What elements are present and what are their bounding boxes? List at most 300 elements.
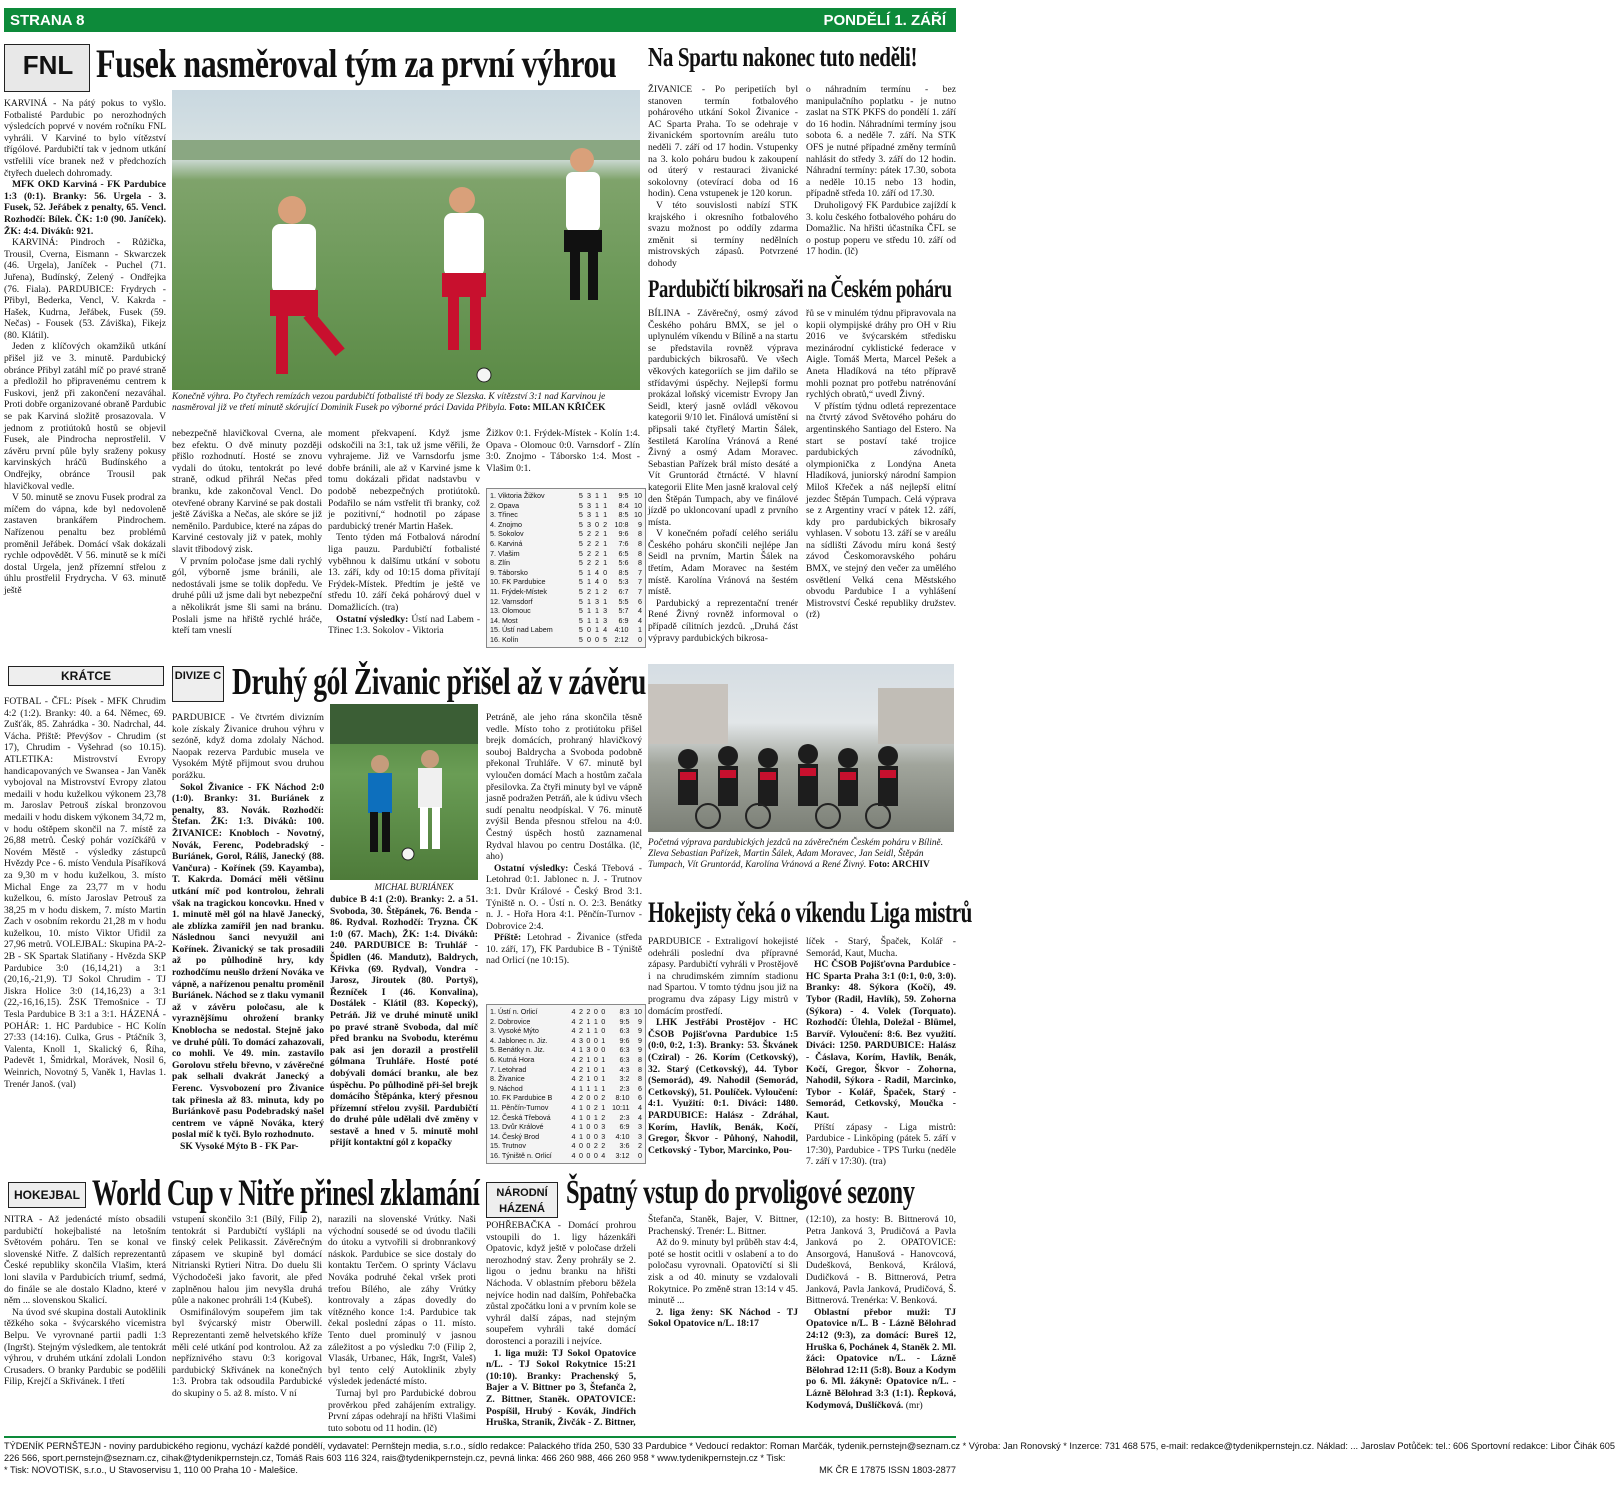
- divize-table-cell: 3:2: [619, 1074, 630, 1084]
- divize-table-cell: 3: [601, 1131, 606, 1141]
- fnl-table-team: 14. Most: [490, 615, 518, 625]
- divize-table-row: [489, 1122, 643, 1132]
- divize-players-illustration: [330, 704, 478, 880]
- fnl-table-row: [489, 529, 643, 539]
- fnl-table-cell: 5: [578, 491, 583, 500]
- fnl-table-cell: 1: [595, 586, 600, 596]
- fnl-table-row: [489, 635, 643, 645]
- fnl-table-cell: 1: [586, 577, 591, 587]
- fnl-table-cell: 3: [595, 596, 600, 606]
- fnl-table-cell: 1: [595, 510, 600, 520]
- fnl-table-cell: 2:12: [614, 634, 629, 644]
- fnl-table-cell: 3: [586, 510, 591, 520]
- divize-col1: PARDUBICE - Ve čtvrtém divizním kole získaly Živanice druhou výhru v sezóně, když doma zdolaly Náchod. Naopak rezerva Pardubic musela ve Vysokém Mýtě přijmout svou druhou porážku. Sokol Živanice - FK Náchod 2:0 (1:0). Branky: 31. Buriánek z penalty, 83. Novák. Rozhodčí: Štefan. ŽK: 1:3. Diváků: 100. ŽIVANICE: Knobloch - Novotný, Novák, Ferenc, Podebradský - Buriánek, Gorol, Ráliš, Janecký (88. Vančura) - Kořínek (59. Kayamba), T. Kakrda. Domácí měli většinu utkání míč pod kontrolou, žehrali však na tragickou koncovku. Hned v 1. minutě měl gól na hlavě Janecký, ale zblízka zamířil jen nad branku. Následnou šanci nevyužil ani Kořínek. Živanický se tak prosadili až po půlhodině hry, kdy rozhodčímu neušlo držení Novákа ve vápně, a nařízenou penaltu proměnil Buriánek. Náchod se z tlaku vymanil až v závěru poločasu, ale k vyraznějšímu ohrožení branky Knoblocha se nedostal. Stejně jako ve druhé půli. To domácí zahazovali, co mohli. Ve 49. min. zastavilo Gorolovu střelu břevno, v závěrečné pak selhali dvakrát Janecký a Ferenc. Vysvobození pro Živanice tak přinesla až 83. minuta, kdy po Buriánkově pasu Podebradský našel centrem ve vápně Nováka, který poslal míč k tyči. Bylo rozhodnuto. SK Vysoké Mýto B - FK Par-: [172, 712, 324, 1152]
- fnl-table-cell: 6:7: [618, 586, 629, 596]
- sparta-col1: ŽIVANICE - Po peripetiích byl stanoven termín fotbalového pohárového utkání Sokol Živanice - AC Sparta Praha. To se odehraje v živanickém sportovním areálu tuto neděli 7. září od 17 hodin. Vstupenky na 3. kolo poháru budou k zakoupení od úterý v restauraci živanické sokolovny (otevírací doba od 16 hodin). Cena vstupenek je 120 korun. V této souvislosti nabízí STK krajského i okresního fotbalového svazu možnost po oddíly zdarma změnit si termíny nedělních mistrovských zápasů. Potvrzené dohody: [648, 84, 798, 269]
- divize-table-team: 3. Vysoké Mýto: [490, 1026, 539, 1036]
- fnl-table-cell: 10: [634, 491, 642, 500]
- divize-table-cell: 1: [601, 1035, 606, 1045]
- divize-table-cell: 4: [571, 1141, 576, 1151]
- fnl-table-cell: 5: [578, 625, 583, 635]
- divize-table-cell: 8: [638, 1054, 642, 1064]
- bmx-group-illustration: [648, 664, 954, 832]
- fnl-table-cell: 10:8: [614, 519, 629, 529]
- fnl-table-team: 12. Varnsdorf: [490, 596, 533, 606]
- divize-table-cell: 0: [586, 1122, 591, 1132]
- divize-table-cell: 3: [586, 1045, 591, 1055]
- fnl-table-row: [489, 606, 643, 616]
- divize-headline: Druhý gól Živanic přišel až v závěru: [232, 661, 646, 703]
- hazena-col1: POHŘEBAČKA - Domácí prohrou vstoupili do 1. ligy házenkáři Opatovic, když ještě v poločase drželi nerozhodný stav. Ženy prohrály se 2. ligou o jednu branku na hřišti Náchoda. V oblastním přeboru běžela nejvíce hodin nad dalším, Pohřebačka zůstal zpočátku loni a v prvním kole se vyhrál další zápas, nad stejným soupeřem vyhráli také domácí dorostenci a porazili i nejvíce. 1. liga muži: TJ Sokol Opatovice n/L. - TJ Sokol Rokytnice 15:21 (10:10). Branky: Prachenský 5, Bajer a V. Bittner po 3, Štefanča 2, Z. Bittner, Staněk. OPATOVICE: Pospíšil, Hrubý - Kovák, Jindřich Hruška, Stranik, Živčák - Z. Bittner,: [486, 1220, 636, 1429]
- hokejbal-headline: World Cup v Nitře přinesl zklamání: [92, 1173, 480, 1214]
- divize-table-cell: 4: [571, 1054, 576, 1064]
- divize-table-team: 16. Týniště n. Orlicí: [490, 1150, 552, 1160]
- divize-table-cell: 6:3: [619, 1054, 630, 1064]
- fnl-table-cell: 1: [595, 491, 600, 500]
- divize-table-cell: 10: [634, 1007, 642, 1016]
- divize-col2: dubice B 4:1 (2:0). Branky: 2. a 51. Svoboda, 30. Štěpánek, 76. Benda - 86. Rydval. Rozhodčí: Tryzna. ČK 1:0 (67. Mach), ŽK: 1:4. Diváků: 240. PARDUBICE B: Truhlář - Špidlen (46. Mandutz), Baldrych, Křivka (69. Rydval), Vondra - Jarosz, Jiroutek (80. Portyš), Řezníček I (46. Konvalina), Dostálek - Klátil (83. Kopecký), Petráň. Již ve druhé minutě unikl po pravé straně Svoboda, dal míč před branku na Svobodu, kterému pak asi jen dorazil a prostřelil gólmana Truhláře. Hosté poté dobývali domácí branku, ale bez úspěchu. Po půlhodině při-šel brejk domácího Štěpánka, který přesnou přízemní střelou zvyšil. Pardubičtí do druhé půle udělali dvě změny v sestavě a hned v 5. minutě mohl přijít kontaktní gól z kopačky: [330, 894, 478, 1149]
- divize-table-cell: 8:10: [615, 1093, 630, 1103]
- divize-table-cell: 3:12: [615, 1150, 630, 1160]
- fnl-table-cell: 9:6: [618, 529, 629, 539]
- fnl-table-cell: 1: [586, 606, 591, 616]
- main-article-col4: Žižkov 0:1. Frýdek-Místek - Kolín 1:4. Opava - Olomouc 0:0. Varnsdorf - Zlín 3:0. Znojmo - Táborsko 1:4. Most - Vlašim 0:1.: [486, 428, 640, 474]
- divize-table-team: 15. Trutnov: [490, 1141, 526, 1151]
- divize-table-cell: 4: [571, 1064, 576, 1074]
- fnl-table-cell: 3: [586, 491, 591, 500]
- divize-table-cell: 9:6: [619, 1035, 630, 1045]
- divize-table-team: 14. Český Brod: [490, 1131, 540, 1141]
- fnl-table-team: 11. Frýdek-Místek: [490, 586, 547, 596]
- footer-line1: TÝDENÍK PERNŠTEJN - noviny pardubického regionu, vychází každé pondělí, vydavatel: Pernštejn media, s.r.o., sídlo redakce: Palackého třída 250, 530 33 Pardubice * Vedoucí redaktor: Roman Marčák, tydenik.pernstejn@seznam.cz * Výroba: Jan Ronovský * Inzerce: 731 468 575, e-mail: redakce@tydenikpernstejn.cz. Náklad: ... Jaroslav Potůček: tel.: 606 Sportovní redakce: Libor Čihák 605: [4, 1441, 1615, 1451]
- fnl-table-cell: 0: [603, 567, 608, 577]
- hazena-col2: Štefanča, Staněk, Bajer, V. Bittner, Prachenský. Trenér: L. Bittner. Až do 9. minuty byl průběh stav 4:4, poté se hostit ocitli v oslabení a to do poločasu vyrovnali. Opatovičtí si šli zisk a od 40. minuty se vzdalovali Rokytnice. Po změně stran 13:14 v 45. minutě ... 2. liga ženy: SK Náchod - TJ Sokol Opatovice n/L. 18:17: [648, 1214, 798, 1330]
- fnl-table-cell: 1: [603, 548, 608, 558]
- divize-table-row: [489, 1113, 643, 1123]
- divize-table-cell: 1: [586, 1074, 591, 1084]
- divize-table-team: 4. Jablonec n. Jiz.: [490, 1035, 548, 1045]
- fnl-table-cell: 5: [578, 615, 583, 625]
- divize-table-row: [489, 1055, 643, 1065]
- fnl-table: [486, 488, 646, 648]
- divize-table-row: [489, 1084, 643, 1094]
- divize-table-cell: 1: [586, 1054, 591, 1064]
- divize-table-cell: 0: [593, 1122, 598, 1132]
- fnl-table-cell: 2: [586, 586, 591, 596]
- fnl-table-team: 6. Karviná: [490, 538, 523, 548]
- fnl-table-cell: 10: [634, 510, 642, 520]
- fnl-table-cell: 5: [578, 548, 583, 558]
- divize-table-cell: 4: [638, 1102, 642, 1112]
- divize-table-team: 10. FK Pardubice B: [490, 1093, 553, 1103]
- fnl-table-cell: 10: [634, 500, 642, 510]
- fnl-table-cell: 5: [578, 558, 583, 568]
- divize-table-cell: 9:5: [619, 1016, 630, 1026]
- divize-table-cell: 2: [578, 1054, 583, 1064]
- divize-table-cell: 1: [601, 1074, 606, 1084]
- fnl-table-cell: 3: [586, 500, 591, 510]
- divize-table-cell: 4: [571, 1131, 576, 1141]
- fnl-table-cell: 8: [638, 538, 642, 548]
- divize-table-row: [489, 1007, 643, 1017]
- fnl-table-cell: 8:5: [618, 567, 629, 577]
- divize-table-cell: 3: [638, 1122, 642, 1132]
- footer-imprint: [4, 1440, 1615, 1488]
- hazena-label: NÁRODNÍ HÁZENÁ: [486, 1182, 558, 1218]
- divize-table-cell: 4: [571, 1016, 576, 1026]
- divize-table-cell: 2:3: [619, 1112, 630, 1122]
- fnl-table-cell: 5: [578, 596, 583, 606]
- divize-table-cell: 9: [638, 1035, 642, 1045]
- fnl-table-cell: 2: [595, 548, 600, 558]
- divize-table-cell: 4: [601, 1150, 606, 1160]
- fnl-table-cell: 5: [578, 538, 583, 548]
- divize-table-cell: 0: [593, 1150, 598, 1160]
- fnl-table-cell: 7:6: [618, 538, 629, 548]
- divize-table-cell: 2: [578, 1016, 583, 1026]
- divize-table-cell: 1: [593, 1112, 598, 1122]
- fnl-table-cell: 0: [595, 519, 600, 529]
- divize-table-team: 11. Pěnčín-Turnov: [490, 1102, 549, 1112]
- divize-table-row: [489, 1065, 643, 1075]
- divize-table-cell: 4: [638, 1112, 642, 1122]
- hazena-col3: (12:10), za hosty: B. Bittnerová 10, Petra Janková 3, Prudičová a Pavla Janková po 2. OPATOVICE: Ansorgová, Hanušová - Hanovcová, Dudešková, Benková, Králová, Dudičková - B. Bittnerová, Petra Janková, Pavla Janková, Prudičová, Š. Bittnerová. Trenérka: V. Benková. Oblastní přebor muži: TJ Opatovice n/L. B - Lázně Bělohrad 24:12 (9:3), za domácí: Bureš 12, Hruška 6, Pochánek 4, Staněk 2. Ml. žáci: Opatovice n/L. - Lázně Bělohrad 12:11 (5:8). Bouz a Kodym po 6. Ml. žákyně: Opatovice n/L. - Lázně Bělohrad 3:3 (1:1). Řepková, Kodymová, Dušlíčková. (mr): [806, 1214, 956, 1411]
- fnl-table-row: [489, 520, 643, 530]
- fnl-table-cell: 1: [586, 615, 591, 625]
- divize-table-cell: 9: [638, 1045, 642, 1055]
- divize-table-cell: 0: [593, 1064, 598, 1074]
- divize-table-row: [489, 1045, 643, 1055]
- fnl-table-cell: 0: [595, 634, 600, 644]
- divize-table-cell: 6: [638, 1083, 642, 1093]
- fnl-table-cell: 2: [586, 548, 591, 558]
- divize-table-team: 8. Živanice: [490, 1074, 525, 1084]
- fnl-table-cell: 8: [638, 558, 642, 568]
- divize-table-cell: 0: [593, 1074, 598, 1084]
- hokejbal-col1: NITRA - Až jedenácté místo obsadili pardubičtí hokejbalisté na letošním Světovém poháru. Ten se konal ve slovenské Nitře. Z dalších reprezentantů České republiky skončila Vlašim, která loni slavila v Pardubicích triumf, sedmá, do finále se ale dostalo Kladno, které v něm ... slovenskou Skalicí. Na úvod své skupina dostali Autoklinik těžkého soka - švýcarského vicemistra Belpu. Ve vyrovnané partii padli 1:3 (Ingršt). Stejným výsledkem, ale tentokrát výhrou, v druhém utkání zdolali London Crusaders. O branky Pardubic se podělili Filip, Krejčí a Skřivánek. I třetí: [4, 1214, 166, 1388]
- fnl-table-cell: 8:5: [618, 510, 629, 520]
- fnl-table-cell: 1: [595, 615, 600, 625]
- divize-table-cell: 2: [593, 1141, 598, 1151]
- divize-table-cell: 4: [571, 1093, 576, 1103]
- divize-table-cell: 0: [638, 1150, 642, 1160]
- divize-table-cell: 1: [578, 1045, 583, 1055]
- divize-table-cell: 0: [578, 1141, 583, 1151]
- fnl-table-cell: 1: [638, 625, 642, 635]
- divize-table-cell: 1: [586, 1016, 591, 1026]
- divize-photo-credit: MICHAL BURIÁNEK: [374, 882, 454, 892]
- page-number: STRANA 8: [10, 12, 85, 29]
- divize-table-cell: 1: [578, 1102, 583, 1112]
- fnl-table-cell: 1: [603, 529, 608, 539]
- fnl-table-cell: 3: [603, 615, 608, 625]
- main-article-col1: KARVINÁ - Na pátý pokus to vyšlo. Fotbalisté Pardubic po nerozhodných výsledcích poprvé v novém ročníku FNL vyhráli. V Karviné to bylo vítězství třígólové. Pardubičtí tak v jednom utkání vstřelili více branek než v předchozích čtyřech duelech dohromady. MFK OKD Karviná - FK Pardubice 1:3 (0:1). Branky: 56. Urgela - 3. Fusek, 52. Jeřábek z penalty, 65. Vencl. Rozhodčí: Bílek. ČK: 1:0 (90. Janíček). ŽK: 4:4. Diváků: 921. KARVINÁ: Pindroch - Růžička, Trousil, Cverna, Eismann - Skwarczek (46. Urgela), Janíček - Puchel (71. Juřena), Budínský, Zelený - Ondřejka (76. Fiala). PARDUBICE: Frydrych - Přibyl, Bederka, Vencl, V. Kakrda - Hašek, Kudrna, Jeřábek, Fusek (59. Nečas) - Fousek (53. Záviška), Fikejz (80. Klátil). Jeden z klíčových okamžiků utkání přišel již ve 3. minutě. Pardubický obránce Přibyl zatáhl míč po pravé straně a předložil ho připravenému centrem k Fuskovi, jenž při zakončení nezaváhal. Proti dobře organizované obraně Pardubic se pak Karviná složitě prosazovala. V jednom z protiútoků hostů se objevil Fusek, ale Pindrocha neprostřelil. V závěru první půle byly sraženy pokusy karvinských hráčů Budínského a Ondřejky, obránce Trousil pak hlavičkoval vedle. V 50. minutě se znovu Fusek prodral za míčem do vápna, kde byl nedovoleně zastaven brankářem Pindrochem. Nařízenou penaltu bez problémů proměnil Jeřábek. Domácí však dokázali rychle odpovědět. V 56. minutě se k míči dostal Urgela, jenž přízemní střelou z úhlu prostřelil Frydrycha. V 63. minutě ještě: [4, 98, 166, 596]
- divize-table-cell: 0: [578, 1150, 583, 1160]
- fnl-table-team: 3. Třinec: [490, 510, 518, 520]
- divize-table-team: 1. Ústí n. Orlicí: [490, 1007, 538, 1016]
- divize-table-row: [489, 1093, 643, 1103]
- fnl-table-cell: 1: [595, 606, 600, 616]
- divize-table-cell: 9: [638, 1026, 642, 1036]
- divize-table-cell: 8: [638, 1064, 642, 1074]
- fnl-table-row: [489, 577, 643, 587]
- fnl-table-cell: 1: [603, 538, 608, 548]
- divize-col3: Petráně, ale jeho rána skončila těsně vedle. Místo toho z protiútoku přišel brejk domácích, prohraný hlavičkový souboj Baldrycha a Svoboda podobně překonal Truhláře. V 67. minutě byl vyloučen domácí Mach a hostům začala přesilovka. Za čtyři minuty byl ve vápně jasně podražen Petráň, ale k údivu všech sudí penaltu neodpískal. V 76. minutě zvýšil Benda přesnou střelou na 4:0. Čestný úspěch hostů zaznamenal Rydval hlavou po centru Dostálka. (lč, aho) Ostatní výsledky: Česká Třebová - Letohrad 0:1. Jablonec n. J. - Trutnov 3:1. Dvůr Králové - Český Brod 3:1. Týniště n. O. - Ústí n. O. 2:3. Benátky n. J. - Hořa Hora 4:1. Pěnčín-Turnov - Dobrovice 2:4. Příště: Letohrad - Živanice (středa 10. září, 17), FK Pardubice B - Týniště nad Orlicí (ne 10:15).: [486, 712, 642, 967]
- divize-table-cell: 2: [578, 1093, 583, 1103]
- divize-table-cell: 2: [601, 1141, 606, 1151]
- divize-table-cell: 3: [601, 1122, 606, 1132]
- fnl-table-row: [489, 616, 643, 626]
- main-article-col3: moment překvapení. Když jsme odskočili na 3:1, tak už jsme věřili, že vyhrajeme. Již ve Varnsdorfu jsme dobře bránili, ale až v Karviné jsme k tomu dokázali přidat nadstavbu v podobě nebezpečných protiútoků. Podařilo se nám vstřelit tři branky, což je pozitivní,“ hodnotil po zápase pardubický trenér Martin Hašek. Tento týden má Fotbalová národní liga pauzu. Pardubičtí fotbalisté vyběhnou k dalšímu utkání v sobotu 13. září, kdy od 10:15 doma přivítají Frýdek-Místek. Předtím je ještě ve středu 10. září čeká pohárový duel v Domažlicích. (tra) Ostatní výsledky: Ústí nad Labem - Třinec 1:3. Sokolov - Viktoria: [328, 428, 481, 637]
- divize-table-cell: 2: [578, 1064, 583, 1074]
- fnl-table-cell: 8:4: [618, 500, 629, 510]
- fnl-table-cell: 5: [578, 510, 583, 520]
- divize-table-cell: 4: [571, 1122, 576, 1132]
- fnl-table-cell: 2: [595, 558, 600, 568]
- divize-table-team: 6. Kutná Hora: [490, 1054, 535, 1064]
- fnl-table-row: [489, 587, 643, 597]
- fnl-table-cell: 1: [603, 558, 608, 568]
- fnl-table-team: 10. FK Pardubice: [490, 577, 546, 587]
- bikros-col2: řů se v minulém týdnu připravovala na kopii olympijské dráhy pro OH v Riu 2016 ve švýcarském středisku mezinárodní cyklistické federace v Aigle. Tomáš Merta, Marcel Pešek a Aneta Hladíková na této přípravě mohli poznat pro potřebu natrénování rychlých obratů,“ uvedl Živný. V přístím týdnu odletá reprezentace na čtvrtý závod Světového poháru do argentinského Santiago del Estero. Na start se postaví také trojice pardubických závodníků, olympionička z Londýna Aneta Hladíková, juniorský národní šampion Miloš Křeček a náš nejlepší elitní jezdec Štěpán Tumpach. Celá výprava se z Argentiny vrací v pátek 12. září, kdy pro pardubických bikrosařy vyhlasen. V sobotu 13. září se v areálu na sídlišti Závodu míru koná šestý závod Českomoravského poháru BMX, ve stejný den večer za umělého osvětlení Velká cena Městského obvodu Pardubice I a vyhlášení Mistrovství České republiky družstev. (rž): [806, 308, 956, 621]
- hokejbal-col3: narazili na slovenské Vrútky. Naši východní sousedé se od úvodu tlačili do útoku a vytvořili si drobnrankový náskok. Pardubice se sice dostaly do kontaktu Terčem. O sprinty Václavu Nováka podruhé čekal vršek proti trefou Bílého, ale záhy Vrútky kontrovaly a zápas dovedly do vítězného konce 1:4. Pardubice tak čekal poslední zápas o 11. místo. Tento duel prominulý v jasnou záležitost a po výsledku 7:0 (Filip 2, Vlasák, Urbanec, Hák, Ingršt, Valeš) byl tento celý Autoklinik zbyly výsledek jedenácté místo. Turnaj byl pro Pardubické dobrou prověrkou před zahájením extraligy. První zápas odehrají na hřišti Vlašimi tuto sobotu od 11 hodin. (lč): [328, 1214, 476, 1434]
- bikros-col1: BÍLINA - Závěrečný, osmý závod Českého poháru BMX, se jel o uplynulém víkendu v Bílině a na startu se představila rovněž výprava pardubických bikrosařů. Ve všech věkových kategoriích se jim dařilo se střídavými úspěchy. Nejlepší formu prokázal loňský vicemistr Evropy Jan Seidl, který jasně ovládl věkovou kategorii 9/10 let. Finálová umístění si připsali také čtyřletý Martin Šálek, šestiletá Karolína Vránová a René Živný a osmý Adam Moravec. Sebastian Pařízek brál místo desáté a Vít Gruntorád čtrnácté. V hlavní kategorii Elite Men jasně kraloval celý den Štěpán Tumpach, aby ve finálové jízdě po ukloncovaní upadl z prvního místa. V konečném pořadí celého seriálu Českého poháru skončili nejlépe Jan Seidl na prvním, Martin Šálek na třetím, Adam Moravec na šestém místě. Karolína Vránová na šestém místě. Pardubický a reprezentační trenér René Živný rovněž informoval o případě cílitních jezdců. „Druhá část výpravy pardubických bikrosa-: [648, 308, 798, 644]
- fnl-table-cell: 7: [638, 586, 642, 596]
- divize-table-cell: 4:3: [619, 1064, 630, 1074]
- fnl-table-cell: 2: [586, 558, 591, 568]
- divize-table-cell: 0: [601, 1016, 606, 1026]
- fnl-table-cell: 3: [586, 519, 591, 529]
- main-photo-caption: Konečně výhra. Po čtyřech remízách vezou pardubičtí fotbalisté tři body ze Slezska. K vítězství 3:1 nad Karvinou je nasměroval již ve třetí minutě skórující Dominik Fusek po výborné práci Davida Přibyla. Foto: MILAN KŘIČEK: [172, 392, 606, 413]
- fnl-table-team: 7. Vlašim: [490, 548, 520, 558]
- fnl-table-cell: 2: [586, 529, 591, 539]
- fnl-table-team: 1. Viktoria Žižkov: [490, 491, 545, 500]
- fnl-table-row: [489, 597, 643, 607]
- fnl-table-cell: 0: [603, 577, 608, 587]
- divize-table-cell: 1: [578, 1083, 583, 1093]
- divize-table-row: [489, 1141, 643, 1151]
- divize-table-cell: 0: [593, 1007, 598, 1016]
- main-headline: Fusek nasměroval tým za první výhrou: [96, 41, 617, 86]
- hazena-headline: Špatný vstup do prvoligové sezony: [566, 1174, 915, 1211]
- divize-table-row: [489, 1036, 643, 1046]
- divize-table-row: [489, 1074, 643, 1084]
- footer-line2: 226 566, sport.pernstejn@seznam.cz, cihak@tydenikpernstejn.cz, Tomáš Rais 603 116 324, rais@tydenikpernstejn.cz, pevná linka: 466 260 988, 466 260 958 * www.tydenikpernstejn.cz * Tisk:: [4, 1453, 786, 1463]
- bikros-photo: [648, 664, 954, 832]
- fnl-table-row: [489, 549, 643, 559]
- divize-table-cell: 4: [571, 1112, 576, 1122]
- fnl-table-team: 13. Olomouc: [490, 606, 531, 616]
- divize-table-cell: 3:6: [619, 1141, 630, 1151]
- divize-table-cell: 2: [578, 1026, 583, 1036]
- divize-table-cell: 6:3: [619, 1045, 630, 1055]
- players-illustration: [172, 90, 640, 390]
- divize-table-team: 12. Česká Třebová: [490, 1112, 551, 1122]
- fnl-table-team: 4. Znojmo: [490, 519, 522, 529]
- fnl-table-cell: 2: [603, 586, 608, 596]
- divize-table-cell: 0: [586, 1150, 591, 1160]
- fnl-table-cell: 7: [638, 567, 642, 577]
- footer-registration: MK ČR E 17875 ISSN 1803-2877: [819, 1465, 956, 1475]
- divize-table-row: [489, 1103, 643, 1113]
- divize-table-cell: 1: [586, 1083, 591, 1093]
- fnl-table-cell: 0: [638, 634, 642, 644]
- fnl-table-cell: 6: [638, 596, 642, 606]
- fnl-table-cell: 1: [603, 500, 608, 510]
- divize-table-cell: 0: [586, 1141, 591, 1151]
- fnl-table-cell: 5:6: [618, 558, 629, 568]
- fnl-table-cell: 1: [595, 625, 600, 635]
- fnl-table-row: [489, 568, 643, 578]
- divize-table-cell: 4: [571, 1083, 576, 1093]
- divize-table-cell: 1: [578, 1131, 583, 1141]
- divize-table-cell: 8:3: [619, 1007, 630, 1016]
- divize-table-cell: 1: [578, 1112, 583, 1122]
- fnl-table-cell: 5:5: [618, 596, 629, 606]
- fnl-table-cell: 9: [638, 519, 642, 529]
- fnl-table-cell: 0: [586, 634, 591, 644]
- fnl-table-cell: 5: [578, 577, 583, 587]
- divize-table-cell: 0: [586, 1112, 591, 1122]
- divize-table-cell: 2: [578, 1074, 583, 1084]
- divize-table-cell: 4: [571, 1007, 576, 1016]
- fnl-table-cell: 2: [595, 529, 600, 539]
- divize-table-cell: 6: [638, 1093, 642, 1103]
- divize-table-cell: 0: [586, 1035, 591, 1045]
- fnl-table-cell: 2: [603, 519, 608, 529]
- fnl-table-cell: 5: [578, 567, 583, 577]
- fnl-table-row: [489, 539, 643, 549]
- divize-table-row: [489, 1026, 643, 1036]
- divize-table-cell: 2: [586, 1007, 591, 1016]
- main-article-col2: nebezpečně hlavičkoval Cverna, ale bez efektu. O dvě minuty později přišlo rozhodnutí. Hosté se znovu vydali do útoku, tentokrát po levé straně, odkud přihrál Nečas před branku, kde zakončoval Vencl. Do otevřené obrany Karviné se pak dostali ještě Záviška a Nečas, ale skóre se již neměnilo. Pardubice, které na zápas do Karviné cestovaly již v patek, mohly slavit třibodový zisk. V prvním poločase jsme dali rychlý gól, výborně jsme bránili, ale nedostávali jsme se tolik dopředu. Ve druhé půli už jsme dali byt nebezpeční a několikrát jsme šli sami na bránu. Poslali jsme na hřiště rychlé hráče, kteří tam vneslí: [172, 428, 322, 637]
- divize-table-cell: 1: [586, 1064, 591, 1074]
- fnl-table-cell: 5:3: [618, 577, 629, 587]
- fnl-table-cell: 3: [603, 606, 608, 616]
- divize-table-cell: 0: [601, 1045, 606, 1055]
- divize-table-cell: 1: [601, 1102, 606, 1112]
- fnl-table-row: [489, 625, 643, 635]
- hokej-col1: PARDUBICE - Extraligoví hokejisté odehráli poslední dva přípravné zápasy. Pardubičtí vyhráli v Prostějově i na chrudimském zimním stadionu nad Spartou. V tomto týdnu jsou již na programu dva zápasy Ligy mistrů v domácím prostředí. LHK Jestřábi Prostějov - HC ČSOB Pojišťovna Pardubice 1:5 (0:0, 0:2, 1:3). Branky: 53. Škvánek (Cziral) - 26. Korím (Cetkovský), 32. Starý (Cetkovský), 44. Tybor (Semorád), 49. Nahodil (Semorád, Cetkovský), 51. Poulíček. Vyloučení: 4:1. Využití: 0:1. Diváci: 1480. PARDUBICE: Halász - Zdráhal, Korím, Havlík, Benák, Kočí, Gregor, Škvor - Půhoný, Nahodil, Cetkovský - Tybor, Marcinko, Pou-: [648, 936, 798, 1156]
- fnl-table-cell: 9:5: [618, 491, 629, 500]
- fnl-table-cell: 4: [638, 615, 642, 625]
- fnl-table-team: 5. Sokolov: [490, 529, 524, 539]
- hokej-headline: Hokejisty čeká o víkendu Liga mistrů: [648, 896, 973, 929]
- fnl-table-cell: 4: [603, 625, 608, 635]
- fnl-table-cell: 5: [578, 519, 583, 529]
- fnl-table-cell: 6:5: [618, 548, 629, 558]
- divize-table-cell: 0: [586, 1102, 591, 1112]
- fnl-table-cell: 8: [638, 529, 642, 539]
- player-3: [564, 148, 602, 300]
- divize-table-cell: 0: [593, 1131, 598, 1141]
- divize-table-cell: 1: [593, 1016, 598, 1026]
- divize-table-cell: 8: [638, 1074, 642, 1084]
- fnl-table-cell: 2: [595, 538, 600, 548]
- fnl-table-cell: 5: [603, 634, 608, 644]
- fnl-table-cell: 4:10: [614, 625, 629, 635]
- footer-line3: * Tisk: NOVOTISK, s.r.o., U Stavoservisu 1, 110 00 Praha 10 - Malešice.: [4, 1465, 298, 1475]
- divize-table-cell: 0: [601, 1026, 606, 1036]
- divize-table-cell: 0: [593, 1054, 598, 1064]
- fnl-table-cell: 5: [578, 500, 583, 510]
- fnl-table-cell: 1: [595, 500, 600, 510]
- divize-table-team: 5. Benátky n. Jiz.: [490, 1045, 545, 1055]
- divize-table-cell: 4: [571, 1102, 576, 1112]
- divize-table-cell: 1: [578, 1122, 583, 1132]
- divize-table-cell: 3: [578, 1035, 583, 1045]
- divize-table-team: 13. Dvůr Králové: [490, 1122, 544, 1132]
- fnl-table-cell: 5: [578, 586, 583, 596]
- fnl-table-cell: 8: [638, 548, 642, 558]
- divize-label: DIVIZE C: [172, 666, 224, 702]
- player-1: [270, 196, 345, 374]
- fnl-table-team: 16. Kolín: [490, 634, 519, 644]
- fnl-table-cell: 6:9: [618, 615, 629, 625]
- fnl-table-row: [489, 501, 643, 511]
- divize-table-cell: 4: [571, 1035, 576, 1045]
- divize-table-cell: 3: [638, 1131, 642, 1141]
- divize-table-cell: 1: [593, 1026, 598, 1036]
- divize-table-row: [489, 1017, 643, 1027]
- divize-table-cell: 4: [571, 1150, 576, 1160]
- divize-table-team: 7. Letohrad: [490, 1064, 527, 1074]
- divize-table-cell: 4: [571, 1045, 576, 1055]
- fnl-table-cell: 5: [578, 529, 583, 539]
- issue-date: PONDĚLÍ 1. ZÁŘÍ: [823, 12, 946, 29]
- hokej-col2: líček - Starý, Špaček, Kolář - Semorád, Kaut, Mucha. HC ČSOB Pojišťovna Pardubice - HC Sparta Praha 3:1 (0:1, 0:0, 3:0). Branky: 48. Sýkora (Kočí), 49. Tybor (Radil, Havlík), 59. Zohorna (Sýkora) - 4. Volek (Torquato). Rozhodčí: Úlehla, Doležal - Blümel, Barvíř. Vyloučení: 8:6. Bez využití. Diváci: 1250. PARDUBICE: Halász - Čáslava, Korím, Havlík, Benák, Kočí, Gregor, Škvor - Zohorna, Nahodil, Sýkora - Radil, Marcinko, Tybor - Kolář, Špaček, Starý - Semorád, Cetkovský, Moučka - Kaut. Příští zápasy - Liga mistrů: Pardubice - Linköping (pátek 5. září v 17:30), Pardubice - TPS Turku (neděle 7. září v 17:30). (tra): [806, 936, 956, 1168]
- fnl-table-team: 2. Opava: [490, 500, 520, 510]
- fnl-table-team: 15. Ústí nad Labem: [490, 625, 553, 635]
- section-label-text: FNL: [22, 50, 74, 80]
- divize-table-cell: 0: [593, 1093, 598, 1103]
- divize-photo: [330, 704, 478, 880]
- divize-table-cell: 4: [571, 1026, 576, 1036]
- fnl-table-row: [489, 558, 643, 568]
- sparta-col2: o náhradním termínu - bez manipulačního poplatku - je nutno zaslat na STK PKFS do pondělí 1. září do 16 hodin. Náhradními termíny jsou sobota 6. a neděle 7. září. Na STK OFS je nutné případné změny termínů nahlásit do středy 3. září do 12 hodin. Náhradní termíny: pátek 17.30, sobota a neděle 10.15 nebo 13 hodin, případně středa 10. září od 17.30. Druholigový FK Pardubice zajíždí k 3. kolu českého fotbalového poháru do Domažlic. Na hřišti účastníka ČFL se o postup poperu ve středu 10. září od 17 hodin. (lč): [806, 84, 956, 258]
- fnl-table-cell: 5:7: [618, 606, 629, 616]
- sparta-headline: Na Spartu nakonec tuto neděli!: [648, 42, 918, 72]
- fnl-table-team: 8. Zlín: [490, 558, 510, 568]
- divize-table-cell: 1: [601, 1054, 606, 1064]
- divize-table-cell: 0: [593, 1035, 598, 1045]
- fnl-table-cell: 1: [603, 596, 608, 606]
- fnl-table-row: [489, 491, 643, 501]
- divize-table-cell: 2: [601, 1112, 606, 1122]
- kratce-label: KRÁTCE: [8, 666, 164, 686]
- kratce-col: FOTBAL - ČFL: Písek - MFK Chrudim 4:2 (1:2). Branky: 40. a 64. Němec, 69. Zušťák, 85. Zahrádka - 30. Nadrchal, 44. Vácha. Přiště: Převýšov - Chrudim (st 17), Chrudim - Vyšehrad (so 10.15). ATLETIKA: Mistrovství Evropy handicapovaných ve Swansea - Jan Vaněk vybojoval na Mistrovství Evropy zlatou medaili v hodu kuželkou výkonem 23,78 m. Jaroslav Petrouš získal bronzovou medaili v hodu diskem výkonem 34,72 m, v hodu oštěpem skončil na 7. místě za 26,88 metrů. Český pohár vozíčkářů v Novém Městě - výsledky zástupců Hvězdy Pce - 6. místo Vendula Písaříková za 9,30 m v hodu kuželkou, 3. místo Michal Enge za 23,77 m v hodu kuželkou, 6. místo Jaroslav Petrouš za 38,25 m v hodu diskem, 7. místo Martin Zach v osobním rekordu 21,28 m v hodu kuželkou, 10. místo Viktor Ufidil za 27,96 metrů. VOLEJBAL: Skupina PA-2-2B - SK Spartak Slatiňany - Hvězda SKP Pardubice 3:0 (16,14,21) a 3:1 (20,16,-21,9). TJ Sokol Chrudim - TJ Jiskra Holice 3:0 (14,16,23) a 3:1 (22,-16,16,15). ŽSK Třemošnice - TJ Tesla Pardubice B 3:1 a 3:1. HÁZENÁ - POHÁR: 1. HC Pardubice - HC Kolín 27:33 (14:16). Culka, Grus - Ptáčník 3, Valenta, Knoll 1, Skalický 6, Říha, Padevět 1, Šmidrkal, Morávek, Nosil 6, Weinrich, Novotný 5, Vaněk 1, Havlas 1. Trenér Janoš. (val): [4, 696, 167, 1090]
- fnl-table-cell: 7: [638, 577, 642, 587]
- divize-table-cell: 1: [586, 1026, 591, 1036]
- footer-line3-wrap: [4, 1464, 956, 1476]
- player-2: [442, 187, 486, 350]
- divize-table-cell: 2: [578, 1007, 583, 1016]
- divize-table-cell: 1: [593, 1083, 598, 1093]
- fnl-table-cell: 1: [603, 491, 608, 500]
- main-photo: [172, 90, 640, 390]
- divize-table-team: 2. Dobrovice: [490, 1016, 531, 1026]
- fnl-table-team: 9. Táborsko: [490, 567, 528, 577]
- fnl-table-cell: 5: [578, 606, 583, 616]
- divize-table-row: [489, 1132, 643, 1142]
- bikros-headline: Pardubičtí bikrosaři na Českém poháru: [648, 276, 952, 303]
- divize-table-cell: 10:11: [612, 1102, 630, 1112]
- hokejbal-label: HOKEJBAL: [8, 1182, 86, 1208]
- fnl-table-cell: 1: [586, 567, 591, 577]
- divize-table-cell: 1: [601, 1064, 606, 1074]
- fnl-table-cell: 5: [578, 634, 583, 644]
- divize-table-team: 9. Náchod: [490, 1083, 523, 1093]
